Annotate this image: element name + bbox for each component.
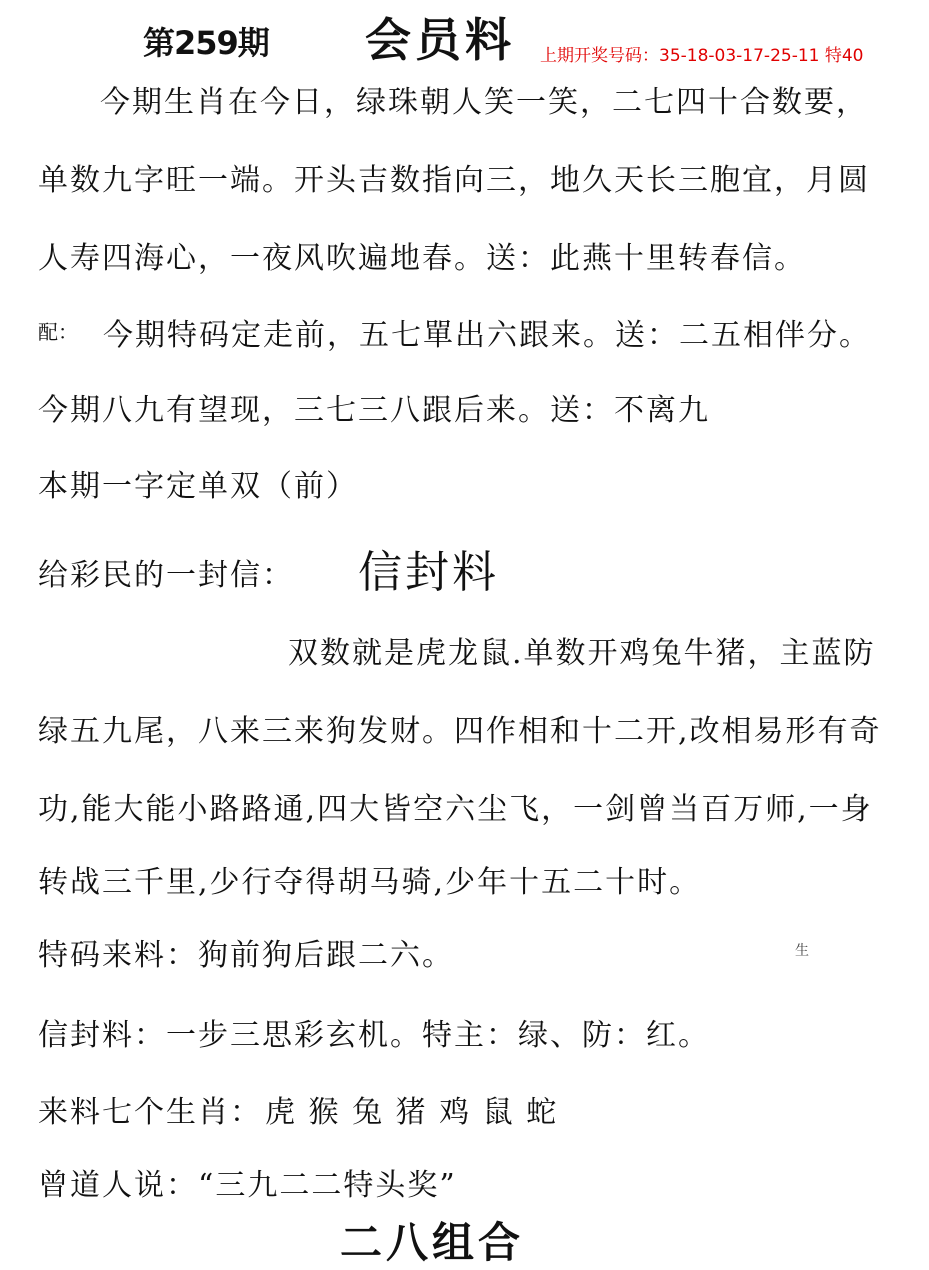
line-eight-nine: 今期八九有望现，三七三八跟后来。送：不离九 [38,393,710,428]
letter-label: 给彩民的一封信： [38,558,294,593]
issue-number: 第259期 [143,24,269,62]
pairing-prefix: 配： [38,320,78,344]
zodiac-animal: 猴 [308,1095,341,1130]
pairing-line: 今期特码定走前，五七單出六跟来。送：二五相伴分。 [103,318,871,353]
letter-body-line-2: 绿五九尾，八来三来狗发财。四作相和十二开,改相易形有奇 [38,714,882,749]
envelope-line: 信封料：一步三思彩玄机。特主：绿、防：红。 [38,1018,710,1053]
letter-body-line-4: 转战三千里,少行夺得胡马骑,少年十五二十时。 [38,865,702,900]
footer-title: 二八组合 [340,1218,525,1267]
last-draw-numbers: 上期开奖号码：35-18-03-17-25-11 特40 [540,46,864,66]
letter-body-line-3: 功,能大能小路路通,四大皆空六尘飞，一剑曾当百万师,一身 [38,792,873,827]
quote-line: 曾道人说：“三九二二特头奖” [38,1168,457,1203]
zodiac-label: 来料七个生肖： [38,1095,262,1130]
zodiac-animal: 猪 [395,1095,428,1130]
letter-body-line-1: 双数就是虎龙鼠.单数开鸡兔牛猪，主蓝防 [288,636,876,671]
poem-line-1: 今期生肖在今日，绿珠朝人笑一笑，二七四十合数要， [100,85,868,120]
side-mark: 生 [795,943,809,959]
poem-line-2: 单数九字旺一端。开头吉数指向三，地久天长三胞宜，月圆 [38,163,870,198]
special-code-line: 特码来料：狗前狗后跟二六。 [38,938,454,973]
single-double-line: 本期一字定单双（前） [38,469,358,504]
zodiac-animal: 虎 [265,1095,297,1130]
zodiac-animal: 鸡 [439,1095,472,1130]
poem-line-3: 人寿四海心，一夜风吹遍地春。送：此燕十里转春信。 [38,241,806,276]
zodiac-list [265,1087,558,1131]
zodiac-animal: 兔 [352,1095,385,1130]
letter-title: 信封料 [358,547,499,598]
zodiac-animal: 鼠 [482,1095,515,1130]
zodiac-animal: 蛇 [526,1095,559,1130]
page-title: 会员料 [365,13,515,67]
